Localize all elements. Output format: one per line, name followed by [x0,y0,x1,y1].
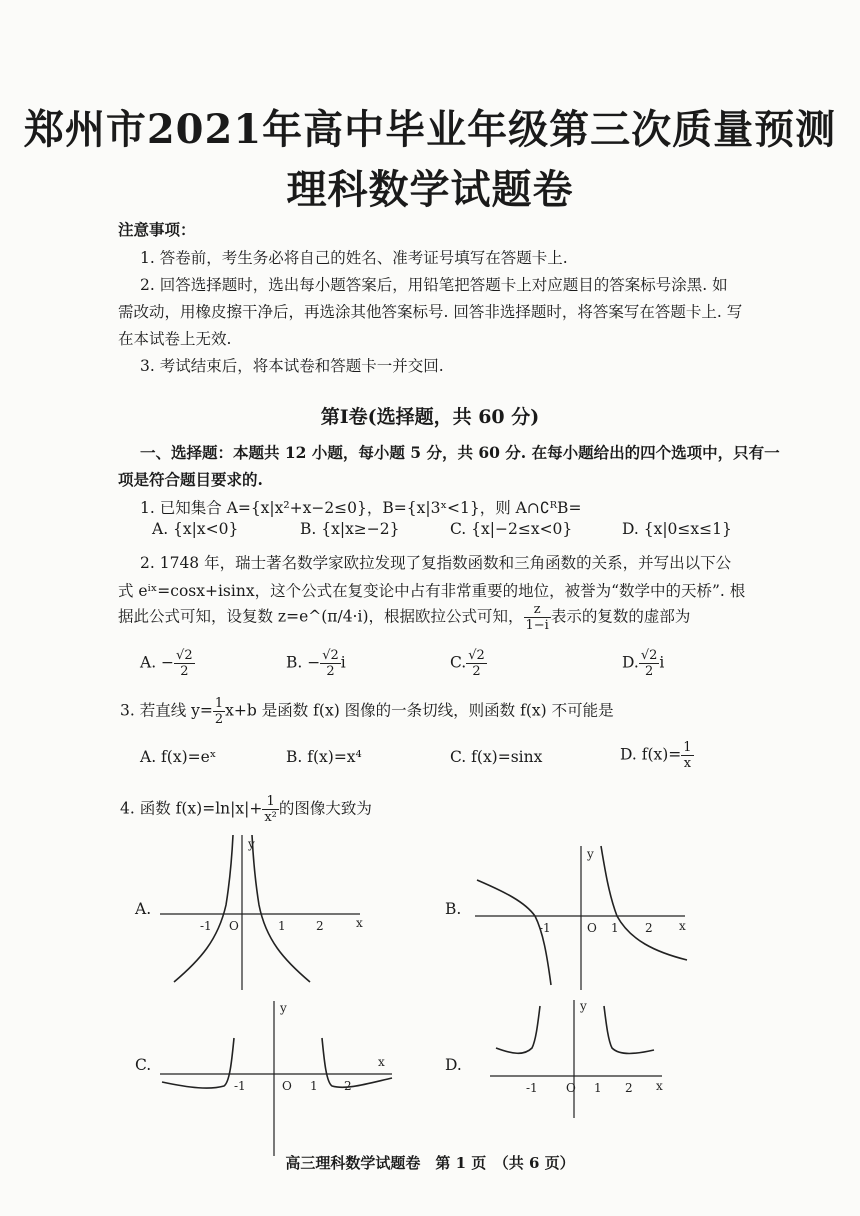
q3-option-b: B. f(x)=x⁴ [286,748,362,766]
q1-option-d: D. {x|0≤x≤1} [622,520,732,538]
q2-line3a: 据此公式可知，设复数 z=e^(π/4·i)，根据欧拉公式可知， [118,607,524,626]
graph-d-tick-2: 2 [625,1081,633,1095]
graph-a [160,830,370,990]
q1-stem: 1. 已知集合 A={x|x²+x−2≤0}，B={x|3ˣ<1}，则 A∩∁ᴿB= [140,499,582,517]
graph-c-origin: O [282,1079,292,1093]
part-intro-line1: 一、选择题：本题共 12 小题，每小题 5 分，共 60 分. 在每小题给出的四个选项中，只有一 [140,443,780,462]
graph-b-tick-1: 1 [611,921,619,935]
graph-b-tick-m1: -1 [539,921,551,935]
q2-line2: 式 eⁱˣ=cosx+isinx，这个公式在复变论中占有非常重要的地位，被誉为“数学中的天桥”. 根 [118,582,746,600]
graph-c-label-y: y [280,1001,287,1015]
graph-b-label-x: x [679,919,686,933]
graph-b-tick-2: 2 [645,921,653,935]
graph-c [160,996,400,1161]
graph-c-tick-m1: -1 [234,1079,246,1093]
q3-stem: 3. 若直线 y= $\frac{1}{2}$ x+b 是函数 f(x) 图像的一条切线，则函数 f(x) 不可能是 [120,696,614,727]
q2-line1: 2. 1748 年，瑞士著名数学家欧拉发现了复指数函数和三角函数的关系，并写出以下公 [140,554,732,572]
q4-label-a: A. [135,900,152,918]
graph-c-tick-1: 1 [310,1079,318,1093]
q3-option-a: A. f(x)=eˣ [140,748,217,766]
page-footer: 高三理科数学试题卷 第 1 页 （共 6 页） [285,1154,575,1172]
graph-a-origin: O [229,919,239,933]
q2-option-a: A. − $\frac{√2}{2}$ [140,648,193,679]
q3-option-d: D. f(x)= $\frac{1}{x}$ [620,740,692,771]
q1-option-b: B. {x|x≥−2} [300,520,400,538]
q1-option-c: C. {x|−2≤x<0} [450,520,573,538]
graph-a-label-x: x [356,916,363,930]
graph-b-label-y: y [587,847,594,861]
graph-a-curve-left [174,835,233,982]
part-intro-line2: 项是符合题目要求的. [118,470,263,489]
graph-d-tick-m1: -1 [526,1081,538,1095]
graph-d-label-y: y [580,999,587,1013]
section-title: 第Ⅰ卷(选择题，共 60 分) [320,406,540,428]
q4-stem: 4. 函数 f(x)=ln|x|+ $\frac{1}{\text{x²}}$ 的图像大致为 [120,794,372,825]
q4-label-c: C. [135,1056,152,1074]
exam-title-line2: 理科数学试题卷 [286,166,574,213]
q3-option-c: C. f(x)=sinx [450,748,543,766]
graph-b-curve-right [601,846,687,960]
graph-a-tick-1: 1 [278,919,286,933]
graph-a-label-y: y [248,837,255,851]
graph-d-curve-right [604,1006,654,1054]
q2-line3 [118,602,690,633]
graph-a-tick-2: 2 [316,919,324,933]
graph-d [490,1000,670,1120]
notice-item-1: 1. 答卷前，考生务必将自己的姓名、准考证号填写在答题卡上. [140,249,568,267]
graph-b-origin: O [587,921,597,935]
q1-option-a: A. {x|x<0} [152,520,239,538]
graph-c-tick-2: 2 [344,1079,352,1093]
graph-d-label-x: x [656,1079,663,1093]
graph-b [475,840,695,990]
q4-label-d: D. [445,1056,462,1074]
notice-item-3: 3. 考试结束后，将本试卷和答题卡一并交回. [140,357,444,375]
exam-title-line1: 郑州市2021年高中毕业年级第三次质量预测 [23,106,837,153]
notice-item-2-line2: 需改动，用橡皮擦干净后，再选涂其他答案标号. 回答非选择题时，将答案写在答题卡上. 写 [118,303,743,321]
notice-item-2-line3: 在本试卷上无效. [118,330,232,348]
graph-a-tick-m1: -1 [200,919,212,933]
graph-c-label-x: x [378,1055,385,1069]
graph-d-origin: O [566,1081,576,1095]
graph-d-curve-left [496,1006,540,1053]
q2-line3b: 表示的复数的虚部为 [550,607,691,626]
graph-d-tick-1: 1 [594,1081,602,1095]
q4-label-b: B. [445,900,462,918]
graph-a-curve-right [252,835,310,982]
notice-item-2-line1: 2. 回答选择题时，选出每小题答案后，用铅笔把答题卡上对应题目的答案标号涂黑. 如 [140,276,728,294]
q2-option-b: B. − $\frac{√2}{2}$ i [286,648,346,679]
q2-option-c: C. $\frac{√2}{2}$ [450,648,485,679]
notice-heading: 注意事项： [118,220,196,239]
q2-option-d: D. $\frac{√2}{2}$ i [622,648,665,679]
graph-c-curve-left [162,1038,234,1088]
q2-fraction: $\frac{z}{1-i}$ [525,602,549,633]
